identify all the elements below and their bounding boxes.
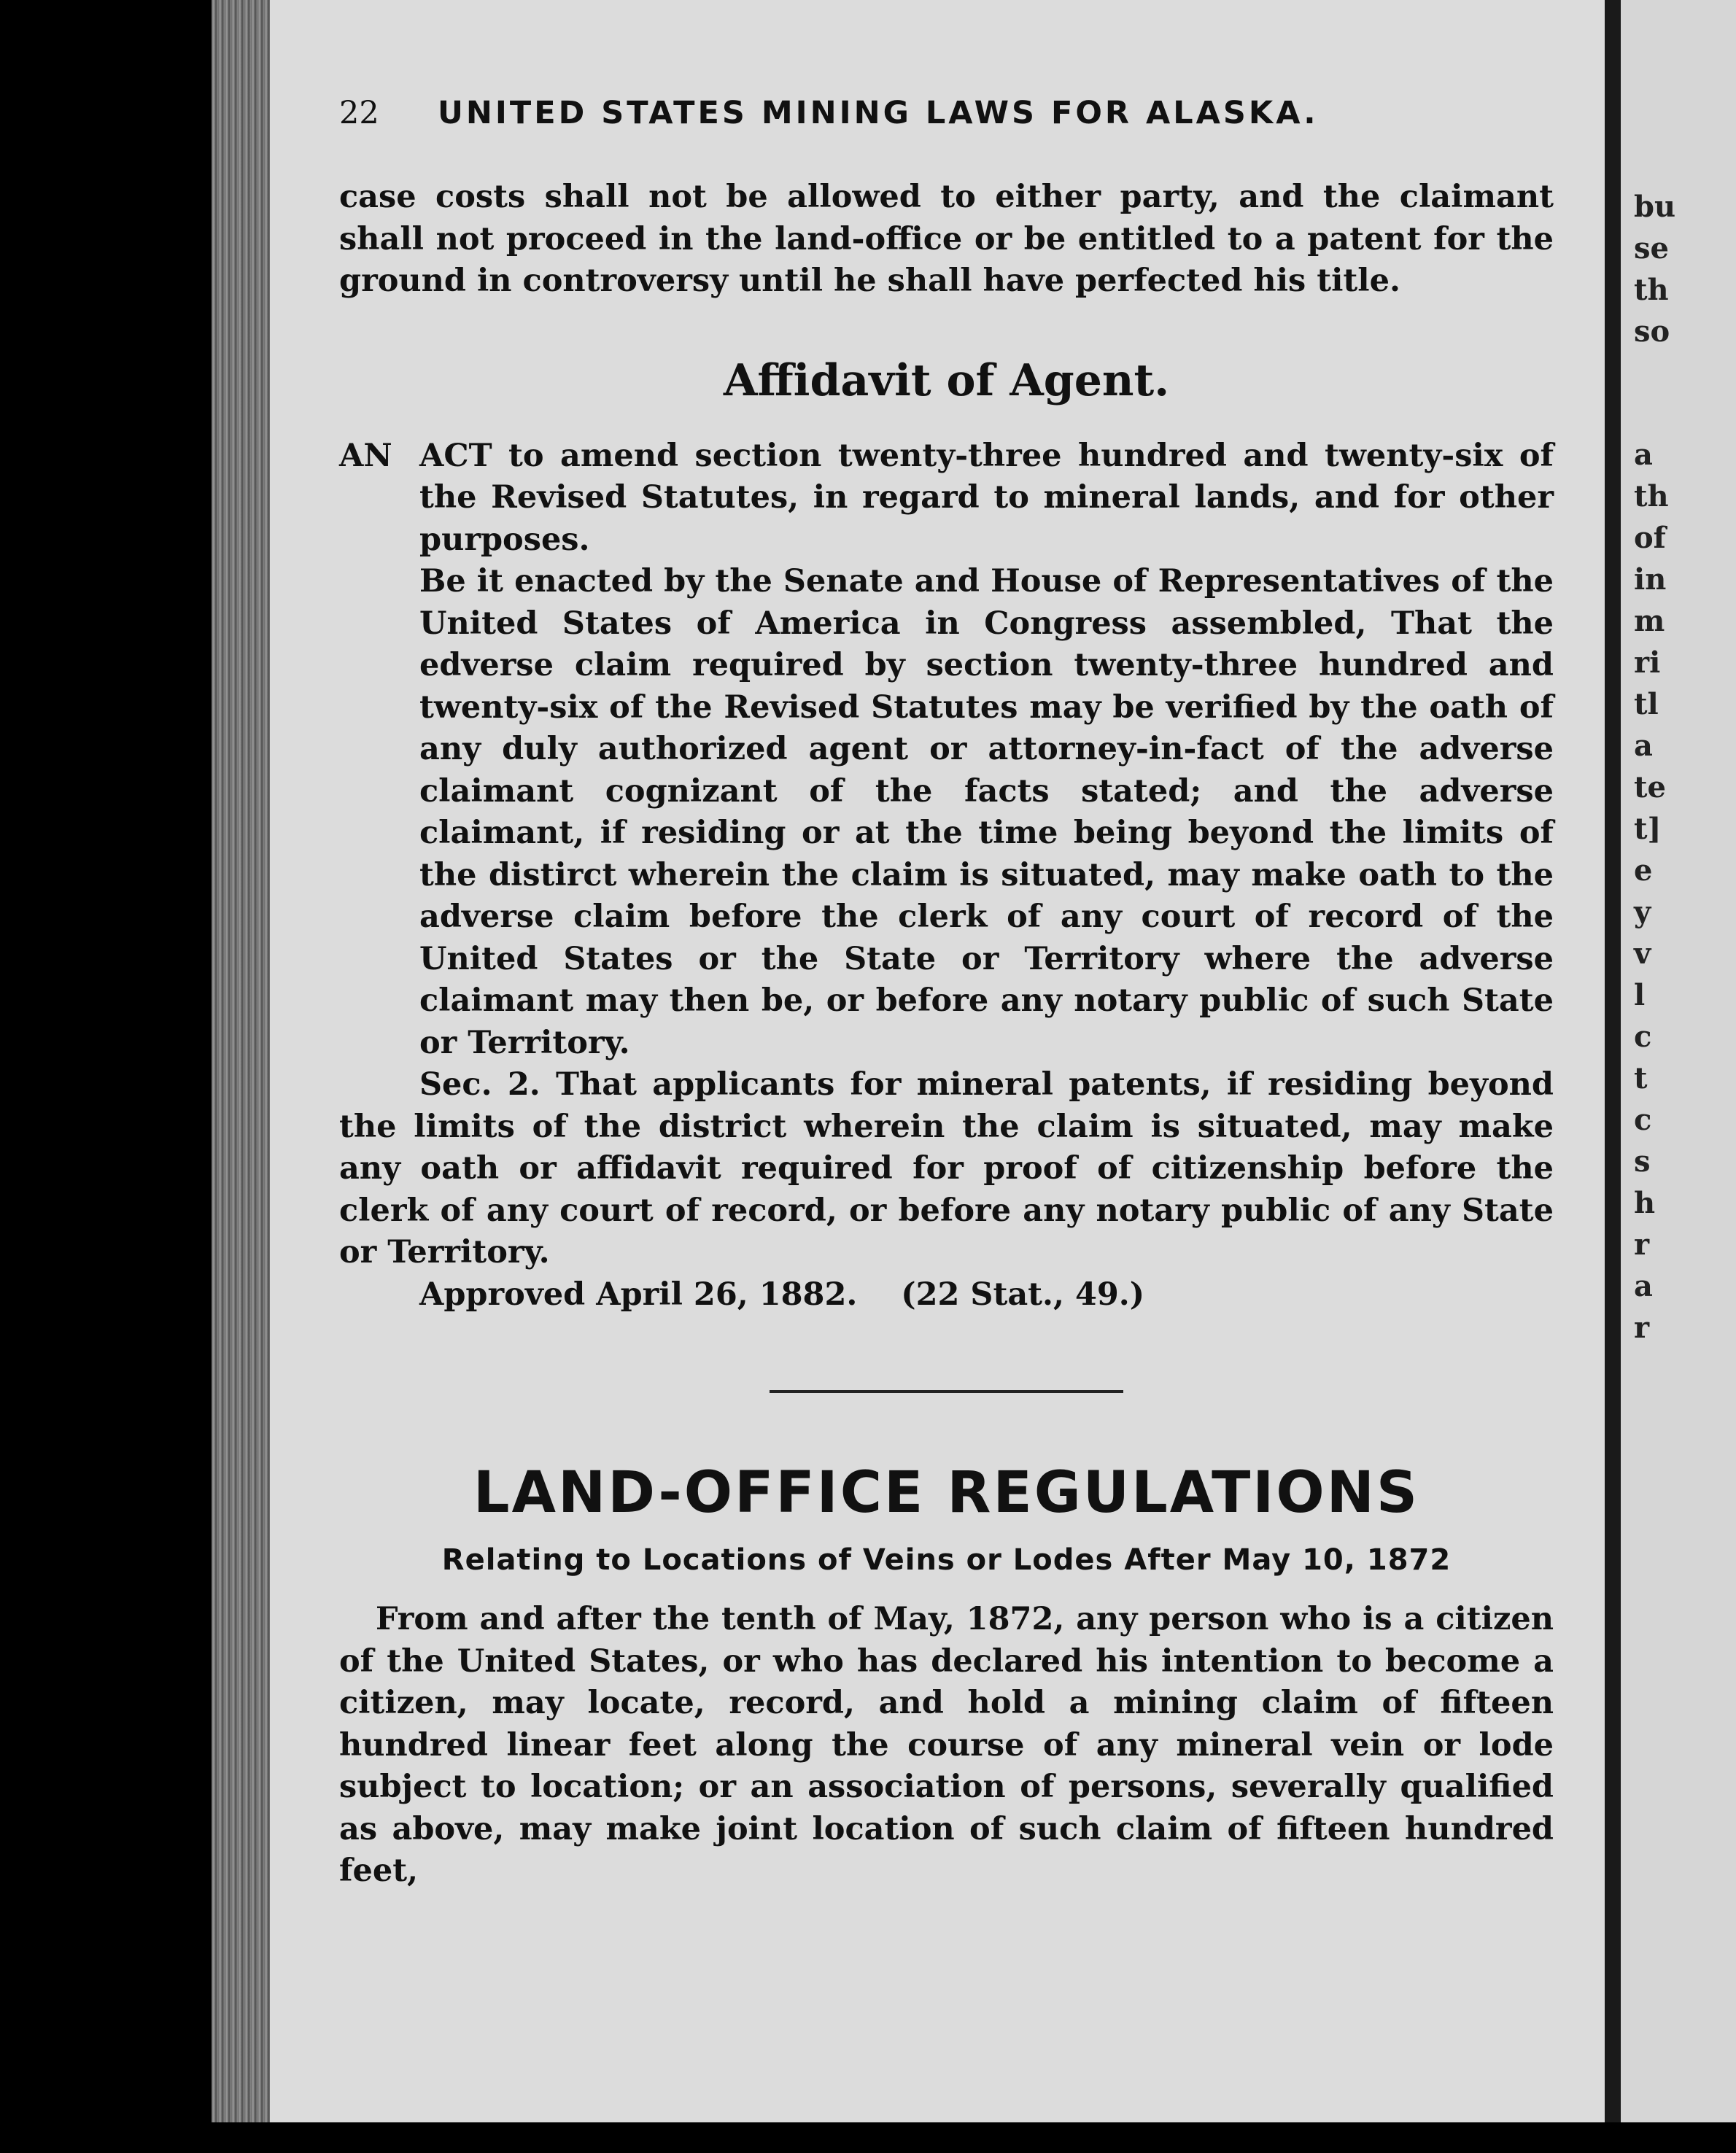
facing-fragment: c bbox=[1634, 1103, 1652, 1137]
facing-fragment: a bbox=[1634, 729, 1653, 763]
act-title-text: ACT to amend section twenty-three hundred and twenty-six of the Revised Statutes, in regard to mineral lands, and for other purposes. bbox=[419, 437, 1554, 558]
section-heading-affidavit: Affidavit of Agent. bbox=[723, 354, 1170, 406]
facing-fragment: m bbox=[1634, 604, 1665, 638]
facing-fragment: a bbox=[1634, 1269, 1653, 1303]
facing-fragment: e bbox=[1634, 853, 1653, 888]
facing-fragment: t bbox=[1634, 1061, 1648, 1095]
enactment-paragraph: Be it enacted by the Senate and House of Representatives of the United States of America in Congress assembled, That the edverse claim required by section twenty-three hundred and twenty-six of the Revised Statutes may be verified by the oath of any duly authorized agent or attorney-in-fact of the adverse claimant cognizant of the facts stated; and the adverse claimant, if residing or at the time being beyond the limits of the distirct wherein the claim is situated, may make oath to the adverse claim before the clerk of any court of record of the United States or the State or Territory where the adverse claimant may then be, or before any notary public of such State or Territory. bbox=[419, 563, 1554, 1061]
facing-fragment: l bbox=[1634, 978, 1646, 1012]
facing-fragment: t] bbox=[1634, 812, 1662, 846]
facing-page bbox=[1621, 0, 1736, 2122]
facing-fragment: r bbox=[1634, 1227, 1650, 1262]
land-office-heading: LAND-OFFICE REGULATIONS bbox=[473, 1460, 1420, 1526]
facing-fragment: te bbox=[1634, 770, 1666, 804]
facing-fragment: th bbox=[1634, 273, 1669, 307]
page-number: 22 bbox=[339, 95, 379, 131]
facing-fragment: bu bbox=[1634, 190, 1676, 224]
section-divider bbox=[770, 1390, 1123, 1393]
facing-fragment: a bbox=[1634, 438, 1653, 472]
scan-bottom-band bbox=[212, 2122, 1736, 2153]
facing-fragment: th bbox=[1634, 479, 1669, 513]
act-title bbox=[339, 435, 1554, 562]
continuation-paragraph: case costs shall not be allowed to either party, and the claimant shall not proceed in the land-office or be entitled to a patent for the ground in controversy until he shall have perfected his title. bbox=[339, 179, 1554, 299]
facing-fragment: so bbox=[1634, 314, 1670, 349]
regulations-subheading: Relating to Locations of Veins or Lodes After May 10, 1872 bbox=[441, 1543, 1452, 1577]
book-gutter bbox=[1605, 0, 1621, 2153]
facing-fragment: s bbox=[1634, 1144, 1651, 1179]
facing-fragment: r bbox=[1634, 1311, 1650, 1345]
facing-fragment: in bbox=[1634, 562, 1667, 597]
running-head-title: UNITED STATES MINING LAWS FOR ALASKA. bbox=[438, 95, 1319, 131]
section-2-paragraph: Sec. 2. That applicants for mineral patents, if residing beyond the limits of the district wherein the claim is situated, may make any oath or affidavit required for proof of citizenship before the clerk of any court of record, or before any notary public of any State or Territory. bbox=[339, 1066, 1554, 1271]
facing-fragment: h bbox=[1634, 1186, 1656, 1220]
facing-fragment: of bbox=[1634, 521, 1666, 555]
facing-fragment: se bbox=[1634, 231, 1669, 265]
book-page-edges bbox=[212, 0, 270, 2122]
facing-fragment: tl bbox=[1634, 687, 1659, 721]
running-head bbox=[339, 95, 1554, 153]
approval-line: Approved April 26, 1882. (22 Stat., 49.) bbox=[419, 1276, 1145, 1313]
act-title-lead: AN bbox=[339, 437, 392, 474]
facing-fragment: y bbox=[1634, 895, 1651, 929]
facing-fragment: v bbox=[1634, 936, 1651, 971]
page-content bbox=[339, 95, 1554, 1893]
facing-fragment: c bbox=[1634, 1020, 1652, 1054]
regulations-paragraph: From and after the tenth of May, 1872, any person who is a citizen of the United States, or who has declared his intention to become a citizen, may locate, record, and hold a mining claim of fifteen hundred linear feet along the course of any mineral vein or lode subject to location; or an association of persons, severally qualified as above, may make joint location of such claim of fifteen hundred feet, bbox=[339, 1601, 1554, 1889]
facing-fragment: ri bbox=[1634, 645, 1661, 680]
facing-page-text bbox=[1634, 186, 1675, 1349]
